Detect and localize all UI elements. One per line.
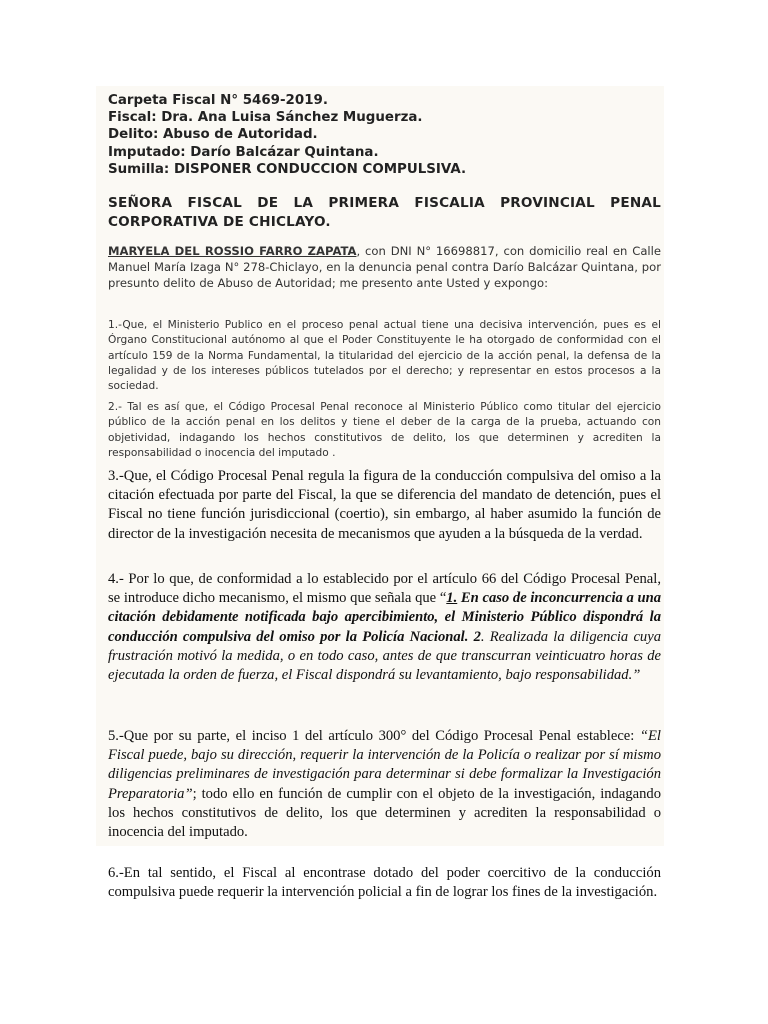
offense: Delito: Abuso de Autoridad. bbox=[108, 127, 318, 142]
p5-tail: ; todo ello en función de cumplir con el objeto de la investigación, indagando los hechos constitutivos de delito, los que determinen y acrediten la responsabilidad o inocencia del imputado. bbox=[108, 785, 661, 841]
p5-italic-quote: “El Fiscal puede, bajo su dirección, requerir la intervención de la Policía o realizar por sí mismo diligencias preliminares de investigación para determinar si debe formalizar la Investigación Preparatoria” bbox=[108, 728, 661, 802]
prosecutor-name: Fiscal: Dra. Ana Luisa Sánchez Muguerza. bbox=[108, 110, 423, 125]
summary: Sumilla: DISPONER CONDUCCION COMPULSIVA. bbox=[108, 162, 467, 177]
paragraph-4 bbox=[108, 570, 661, 685]
p5-lead: 5.-Que por su parte, el inciso 1 del artículo 300° del Código Procesal Penal establece: bbox=[108, 728, 640, 744]
paragraph-5 bbox=[108, 727, 661, 842]
addressee-line-1: SEÑORA FISCAL DE LA PRIMERA FISCALIA PROVINCIAL PENAL bbox=[108, 195, 661, 211]
intro-text: , con DNI N° 16698817, con domicilio real en Calle Manuel María Izaga N° 278-Chiclayo, en la denuncia penal contra Darío Balcázar Quintana, por presunto delito de Abuso de Autoridad; me presento ante Usted y expongo: bbox=[108, 244, 661, 291]
addressee-line-2: CORPORATIVA DE CHICLAYO. bbox=[108, 214, 331, 230]
accused: Imputado: Darío Balcázar Quintana. bbox=[108, 145, 379, 160]
petitioner-name: MARYELA DEL ROSSIO FARRO ZAPATA bbox=[108, 244, 357, 258]
paragraph-3: 3.-Que, el Código Procesal Penal regula la figura de la conducción compulsiva del omiso a la citación efectuada por parte del Fiscal, la que se diferencia del mandato de detención, pues el Fiscal no tiene función jurisdiccional (coertio), sin embargo, al haber asumido la función de director de la investigación necesita de mecanismos que ayuden a la búsqueda de la verdad. bbox=[108, 468, 661, 542]
p4-bold-number: 1. bbox=[446, 590, 458, 607]
paragraph-2: 2.- Tal es así que, el Código Procesal Penal reconoce al Ministerio Público como titular del ejercicio público de la acción penal en los delitos y tiene el deber de la carga de la prueba, actuando con objetividad, indagando los hechos constitutivos de delito, los que determinen y acrediten la responsabilidad o inocencia del imputado . bbox=[108, 401, 661, 459]
paragraph-6: 6.-En tal sentido, el Fiscal al encontrase dotado del poder coercitivo de la conducción compulsiva puede requerir la intervención policial a fin de lograr los fines de la investigación. bbox=[108, 865, 661, 901]
p4-italic-quote: . Realizada la diligencia cuya frustración motivó la medida, o en todo caso, antes de que transcurran veinticuatro horas de ejecutada la orden de fuerza, el Fiscal dispondrá su levantamiento, bajo responsabilidad.” bbox=[108, 628, 661, 684]
p4-lead: 4.- Por lo que, de conformidad a lo establecido por el artículo 66 del Código Procesal Penal, se introduce dicho mecanismo, el mismo que señala que “ bbox=[108, 571, 661, 607]
paragraph-1: 1.-Que, el Ministerio Publico en el proceso penal actual tiene una decisiva intervención, pues es el Órgano Constitucional autónomo al que el Poder Constituyente le ha otorgado de conformidad con el artículo 159 de la Norma Fundamental, la titularidad del ejercicio de la acción penal, la defensa de la legalidad y de los intereses públicos tutelados por el derecho; y representar en estos procesos a la sociedad. bbox=[108, 319, 661, 393]
case-number: Carpeta Fiscal N° 5469-2019. bbox=[108, 93, 328, 108]
p4-bold-quote: En caso de inconcurrencia a una citación debidamente notificada bajo apercibimiento, el Ministerio Público dispondrá la conducción compulsiva del omiso por la Policía Nacional. 2 bbox=[108, 590, 661, 645]
intro-paragraph bbox=[108, 243, 661, 292]
